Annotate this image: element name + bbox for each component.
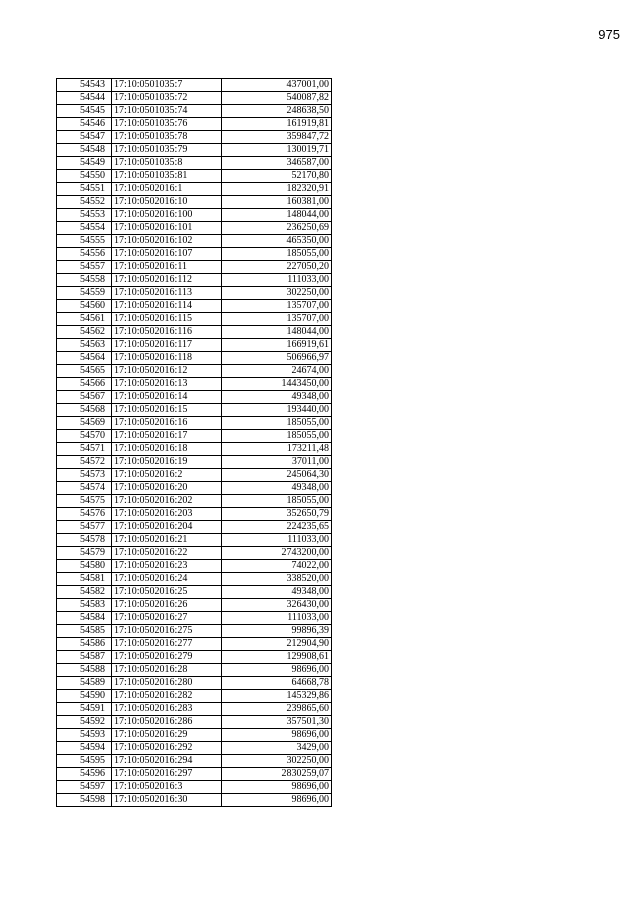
value-cell: 302250,00 <box>222 287 332 300</box>
table-row <box>57 573 332 586</box>
row-number-cell: 54560 <box>57 300 112 313</box>
row-number-cell: 54580 <box>57 560 112 573</box>
value-cell: 160381,00 <box>222 196 332 209</box>
value-cell: 37011,00 <box>222 456 332 469</box>
value-cell: 352650,79 <box>222 508 332 521</box>
row-number-cell: 54563 <box>57 339 112 352</box>
row-number-cell: 54588 <box>57 664 112 677</box>
row-number-cell: 54598 <box>57 794 112 807</box>
row-number-cell: 54552 <box>57 196 112 209</box>
table-row <box>57 209 332 222</box>
table-row <box>57 391 332 404</box>
table-row <box>57 794 332 807</box>
value-cell: 129908,61 <box>222 651 332 664</box>
row-number-cell: 54568 <box>57 404 112 417</box>
page-number: 975 <box>598 27 620 42</box>
value-cell: 98696,00 <box>222 794 332 807</box>
table-row <box>57 118 332 131</box>
table-row <box>57 196 332 209</box>
value-cell: 173211,48 <box>222 443 332 456</box>
cadastral-number-cell: 17:10:0502016:30 <box>112 794 222 807</box>
value-cell: 465350,00 <box>222 235 332 248</box>
row-number-cell: 54543 <box>57 79 112 92</box>
row-number-cell: 54549 <box>57 157 112 170</box>
row-number-cell: 54572 <box>57 456 112 469</box>
row-number-cell: 54547 <box>57 131 112 144</box>
table-row <box>57 261 332 274</box>
table-row <box>57 625 332 638</box>
cadastral-number-cell: 17:10:0502016:117 <box>112 339 222 352</box>
value-cell: 357501,30 <box>222 716 332 729</box>
value-cell: 98696,00 <box>222 729 332 742</box>
cadastral-number-cell: 17:10:0501035:7 <box>112 79 222 92</box>
cadastral-number-cell: 17:10:0502016:116 <box>112 326 222 339</box>
cadastral-number-cell: 17:10:0502016:1 <box>112 183 222 196</box>
table-row <box>57 378 332 391</box>
table-row <box>57 781 332 794</box>
value-cell: 239865,60 <box>222 703 332 716</box>
cadastral-number-cell: 17:10:0502016:17 <box>112 430 222 443</box>
row-number-cell: 54548 <box>57 144 112 157</box>
row-number-cell: 54569 <box>57 417 112 430</box>
cadastral-number-cell: 17:10:0502016:28 <box>112 664 222 677</box>
cadastral-number-cell: 17:10:0502016:114 <box>112 300 222 313</box>
value-cell: 135707,00 <box>222 300 332 313</box>
cadastral-number-cell: 17:10:0501035:81 <box>112 170 222 183</box>
cadastral-number-cell: 17:10:0502016:294 <box>112 755 222 768</box>
table-row <box>57 339 332 352</box>
row-number-cell: 54587 <box>57 651 112 664</box>
table-row <box>57 144 332 157</box>
row-number-cell: 54562 <box>57 326 112 339</box>
cadastral-number-cell: 17:10:0501035:79 <box>112 144 222 157</box>
table-row <box>57 768 332 781</box>
cadastral-number-cell: 17:10:0502016:23 <box>112 560 222 573</box>
row-number-cell: 54589 <box>57 677 112 690</box>
cadastral-number-cell: 17:10:0502016:100 <box>112 209 222 222</box>
cadastral-number-cell: 17:10:0502016:115 <box>112 313 222 326</box>
value-cell: 145329,86 <box>222 690 332 703</box>
cadastral-number-cell: 17:10:0502016:27 <box>112 612 222 625</box>
table-row <box>57 170 332 183</box>
table-row <box>57 547 332 560</box>
table-row <box>57 105 332 118</box>
row-number-cell: 54574 <box>57 482 112 495</box>
row-number-cell: 54551 <box>57 183 112 196</box>
cadastral-number-cell: 17:10:0502016:25 <box>112 586 222 599</box>
cadastral-number-cell: 17:10:0502016:118 <box>112 352 222 365</box>
row-number-cell: 54554 <box>57 222 112 235</box>
value-cell: 148044,00 <box>222 209 332 222</box>
value-cell: 166919,61 <box>222 339 332 352</box>
row-number-cell: 54545 <box>57 105 112 118</box>
value-cell: 193440,00 <box>222 404 332 417</box>
cadastral-number-cell: 17:10:0502016:16 <box>112 417 222 430</box>
row-number-cell: 54564 <box>57 352 112 365</box>
table-row <box>57 729 332 742</box>
table-row <box>57 703 332 716</box>
row-number-cell: 54586 <box>57 638 112 651</box>
row-number-cell: 54566 <box>57 378 112 391</box>
table-row <box>57 469 332 482</box>
cadastral-number-cell: 17:10:0502016:113 <box>112 287 222 300</box>
table-row <box>57 586 332 599</box>
value-cell: 248638,50 <box>222 105 332 118</box>
cadastral-number-cell: 17:10:0502016:22 <box>112 547 222 560</box>
cadastral-number-cell: 17:10:0502016:15 <box>112 404 222 417</box>
value-cell: 111033,00 <box>222 612 332 625</box>
table-body <box>57 79 332 807</box>
table-row <box>57 534 332 547</box>
value-cell: 111033,00 <box>222 274 332 287</box>
table-row <box>57 638 332 651</box>
value-cell: 437001,00 <box>222 79 332 92</box>
value-cell: 185055,00 <box>222 417 332 430</box>
cadastral-number-cell: 17:10:0502016:21 <box>112 534 222 547</box>
row-number-cell: 54565 <box>57 365 112 378</box>
value-cell: 245064,30 <box>222 469 332 482</box>
value-cell: 338520,00 <box>222 573 332 586</box>
row-number-cell: 54567 <box>57 391 112 404</box>
cadastral-number-cell: 17:10:0502016:12 <box>112 365 222 378</box>
cadastral-number-cell: 17:10:0502016:279 <box>112 651 222 664</box>
cadastral-number-cell: 17:10:0502016:102 <box>112 235 222 248</box>
value-cell: 74022,00 <box>222 560 332 573</box>
row-number-cell: 54573 <box>57 469 112 482</box>
value-cell: 49348,00 <box>222 391 332 404</box>
cadastral-number-cell: 17:10:0502016:11 <box>112 261 222 274</box>
row-number-cell: 54556 <box>57 248 112 261</box>
value-cell: 212904,90 <box>222 638 332 651</box>
cadastral-number-cell: 17:10:0502016:26 <box>112 599 222 612</box>
value-cell: 148044,00 <box>222 326 332 339</box>
value-cell: 185055,00 <box>222 495 332 508</box>
row-number-cell: 54550 <box>57 170 112 183</box>
row-number-cell: 54553 <box>57 209 112 222</box>
cadastral-number-cell: 17:10:0501035:8 <box>112 157 222 170</box>
table-row <box>57 79 332 92</box>
cadastral-number-cell: 17:10:0502016:112 <box>112 274 222 287</box>
row-number-cell: 54576 <box>57 508 112 521</box>
table-row <box>57 443 332 456</box>
cadastral-number-cell: 17:10:0502016:19 <box>112 456 222 469</box>
cadastral-number-cell: 17:10:0501035:72 <box>112 92 222 105</box>
cadastral-number-cell: 17:10:0501035:78 <box>112 131 222 144</box>
value-cell: 24674,00 <box>222 365 332 378</box>
table-row <box>57 716 332 729</box>
table-row <box>57 560 332 573</box>
value-cell: 2830259,07 <box>222 768 332 781</box>
row-number-cell: 54596 <box>57 768 112 781</box>
cadastral-number-cell: 17:10:0502016:29 <box>112 729 222 742</box>
value-cell: 99896,39 <box>222 625 332 638</box>
table-row <box>57 313 332 326</box>
table-row <box>57 755 332 768</box>
table-row <box>57 365 332 378</box>
row-number-cell: 54570 <box>57 430 112 443</box>
cadastral-number-cell: 17:10:0502016:283 <box>112 703 222 716</box>
cadastral-number-cell: 17:10:0502016:101 <box>112 222 222 235</box>
row-number-cell: 54579 <box>57 547 112 560</box>
table-row <box>57 430 332 443</box>
row-number-cell: 54595 <box>57 755 112 768</box>
table-row <box>57 248 332 261</box>
value-cell: 130019,71 <box>222 144 332 157</box>
table-row <box>57 222 332 235</box>
value-cell: 64668,78 <box>222 677 332 690</box>
cadastral-number-cell: 17:10:0502016:280 <box>112 677 222 690</box>
table-row <box>57 417 332 430</box>
row-number-cell: 54585 <box>57 625 112 638</box>
cadastral-number-cell: 17:10:0502016:3 <box>112 781 222 794</box>
table-row <box>57 92 332 105</box>
table-row <box>57 612 332 625</box>
row-number-cell: 54584 <box>57 612 112 625</box>
table-row <box>57 352 332 365</box>
row-number-cell: 54590 <box>57 690 112 703</box>
cadastral-number-cell: 17:10:0502016:24 <box>112 573 222 586</box>
cadastral-number-cell: 17:10:0502016:277 <box>112 638 222 651</box>
table-row <box>57 690 332 703</box>
row-number-cell: 54544 <box>57 92 112 105</box>
row-number-cell: 54577 <box>57 521 112 534</box>
table-row <box>57 326 332 339</box>
row-number-cell: 54597 <box>57 781 112 794</box>
row-number-cell: 54559 <box>57 287 112 300</box>
table-row <box>57 508 332 521</box>
row-number-cell: 54557 <box>57 261 112 274</box>
value-cell: 182320,91 <box>222 183 332 196</box>
table-row <box>57 599 332 612</box>
table-row <box>57 287 332 300</box>
value-cell: 326430,00 <box>222 599 332 612</box>
table-row <box>57 404 332 417</box>
row-number-cell: 54561 <box>57 313 112 326</box>
value-cell: 1443450,00 <box>222 378 332 391</box>
table-row <box>57 274 332 287</box>
row-number-cell: 54583 <box>57 599 112 612</box>
value-cell: 111033,00 <box>222 534 332 547</box>
row-number-cell: 54592 <box>57 716 112 729</box>
cadastral-number-cell: 17:10:0502016:203 <box>112 508 222 521</box>
table-row <box>57 495 332 508</box>
row-number-cell: 54578 <box>57 534 112 547</box>
table-row <box>57 131 332 144</box>
value-cell: 161919,81 <box>222 118 332 131</box>
cadastral-number-cell: 17:10:0502016:2 <box>112 469 222 482</box>
cadastral-number-cell: 17:10:0502016:18 <box>112 443 222 456</box>
row-number-cell: 54593 <box>57 729 112 742</box>
value-cell: 185055,00 <box>222 248 332 261</box>
value-cell: 3429,00 <box>222 742 332 755</box>
table-row <box>57 183 332 196</box>
value-cell: 540087,82 <box>222 92 332 105</box>
table-row <box>57 456 332 469</box>
row-number-cell: 54575 <box>57 495 112 508</box>
row-number-cell: 54546 <box>57 118 112 131</box>
value-cell: 506966,97 <box>222 352 332 365</box>
value-cell: 359847,72 <box>222 131 332 144</box>
row-number-cell: 54571 <box>57 443 112 456</box>
row-number-cell: 54582 <box>57 586 112 599</box>
row-number-cell: 54594 <box>57 742 112 755</box>
cadastral-number-cell: 17:10:0502016:107 <box>112 248 222 261</box>
cadastral-number-cell: 17:10:0501035:74 <box>112 105 222 118</box>
value-cell: 236250,69 <box>222 222 332 235</box>
cadastral-number-cell: 17:10:0501035:76 <box>112 118 222 131</box>
value-cell: 98696,00 <box>222 781 332 794</box>
table-row <box>57 742 332 755</box>
table-row <box>57 157 332 170</box>
cadastral-number-cell: 17:10:0502016:275 <box>112 625 222 638</box>
table-row <box>57 664 332 677</box>
row-number-cell: 54591 <box>57 703 112 716</box>
cadastral-number-cell: 17:10:0502016:282 <box>112 690 222 703</box>
cadastral-number-cell: 17:10:0502016:14 <box>112 391 222 404</box>
cadastral-number-cell: 17:10:0502016:204 <box>112 521 222 534</box>
cadastral-number-cell: 17:10:0502016:10 <box>112 196 222 209</box>
row-number-cell: 54555 <box>57 235 112 248</box>
value-cell: 52170,80 <box>222 170 332 183</box>
table-row <box>57 235 332 248</box>
value-cell: 135707,00 <box>222 313 332 326</box>
table-row <box>57 651 332 664</box>
cadastral-number-cell: 17:10:0502016:20 <box>112 482 222 495</box>
value-cell: 49348,00 <box>222 482 332 495</box>
value-cell: 98696,00 <box>222 664 332 677</box>
value-cell: 346587,00 <box>222 157 332 170</box>
table-row <box>57 677 332 690</box>
value-cell: 227050,20 <box>222 261 332 274</box>
cadastral-number-cell: 17:10:0502016:297 <box>112 768 222 781</box>
table-row <box>57 482 332 495</box>
cadastral-number-cell: 17:10:0502016:202 <box>112 495 222 508</box>
value-cell: 49348,00 <box>222 586 332 599</box>
row-number-cell: 54581 <box>57 573 112 586</box>
row-number-cell: 54558 <box>57 274 112 287</box>
cadastral-number-cell: 17:10:0502016:286 <box>112 716 222 729</box>
table-row <box>57 300 332 313</box>
cadastral-value-table <box>56 78 332 807</box>
table-row <box>57 521 332 534</box>
cadastral-number-cell: 17:10:0502016:292 <box>112 742 222 755</box>
value-cell: 224235,65 <box>222 521 332 534</box>
value-cell: 185055,00 <box>222 430 332 443</box>
value-cell: 302250,00 <box>222 755 332 768</box>
value-cell: 2743200,00 <box>222 547 332 560</box>
cadastral-number-cell: 17:10:0502016:13 <box>112 378 222 391</box>
